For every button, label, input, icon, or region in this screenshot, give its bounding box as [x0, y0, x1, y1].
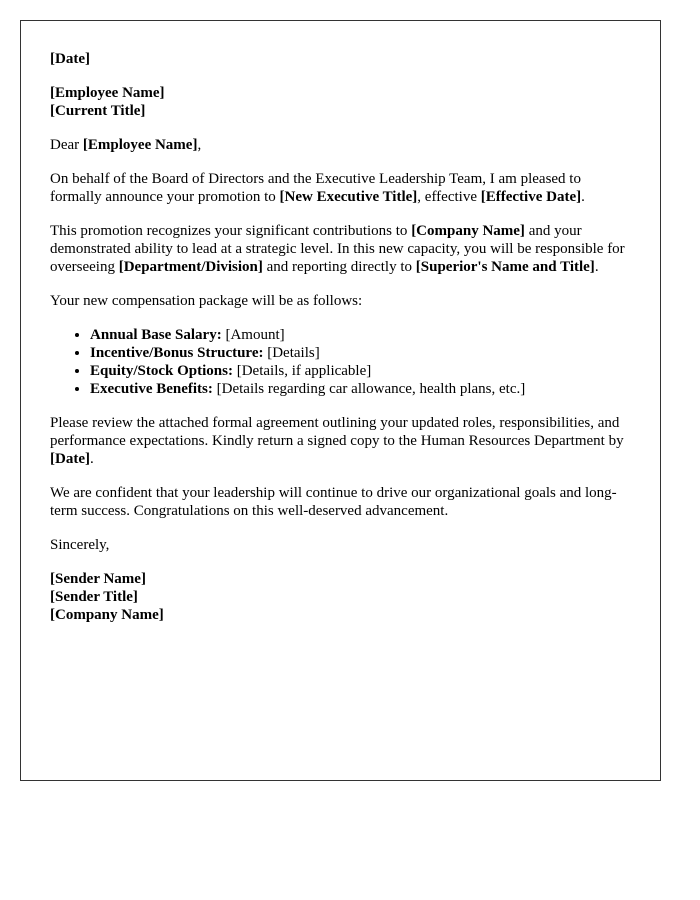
date-placeholder: [Date]	[50, 51, 90, 67]
compensation-intro: Your new compensation package will be as follows:	[50, 293, 363, 309]
text: On behalf of the Board of Directors and the Executive Leadership Team, I am pleased to formally announce your promotion to	[50, 171, 581, 205]
effective-date-placeholder: [Effective Date]	[480, 189, 582, 205]
item-label: Equity/Stock Options:	[90, 363, 233, 379]
superior-placeholder: [Superior's Name and Title]	[415, 259, 595, 275]
letter-date	[50, 50, 630, 68]
company-placeholder: [Company Name]	[411, 223, 525, 239]
text: .	[594, 259, 599, 275]
item-value: [Details regarding car allowance, health plans, etc.]	[212, 381, 526, 397]
compensation-list	[50, 326, 630, 398]
confidence-paragraph: We are confident that your leadership will continue to drive our organizational goals and long-term success. Congratulations on this well-deserved advancement.	[50, 485, 617, 519]
text: Please review the attached formal agreement outlining your updated roles, responsibilities, and performance expectations. Kindly return a signed copy to the Human Resources Department by	[50, 415, 624, 449]
item-label: Annual Base Salary:	[90, 327, 222, 343]
list-item	[90, 344, 630, 362]
text: .	[89, 451, 94, 467]
item-value: [Amount]	[221, 327, 285, 343]
recipient-title: [Current Title]	[50, 103, 146, 119]
recipient-name: [Employee Name]	[50, 85, 165, 101]
recipient-block	[50, 84, 630, 120]
item-label: Incentive/Bonus Structure:	[90, 345, 264, 361]
list-item	[90, 362, 630, 380]
item-value: [Details, if applicable]	[232, 363, 372, 379]
text: .	[581, 189, 585, 205]
responsibility-paragraph	[50, 222, 630, 276]
return-date-placeholder: [Date]	[50, 451, 90, 467]
salutation	[50, 136, 630, 154]
salutation-suffix: ,	[197, 137, 202, 153]
letter	[20, 20, 661, 781]
department-placeholder: [Department/Division]	[118, 259, 263, 275]
agreement-paragraph	[50, 414, 630, 468]
list-item	[90, 326, 630, 344]
new-title-placeholder: [New Executive Title]	[279, 189, 418, 205]
salutation-prefix: Dear	[50, 137, 83, 153]
text: This promotion recognizes your significant contributions to	[50, 223, 412, 239]
announcement-paragraph	[50, 170, 630, 206]
sender-company: [Company Name]	[50, 607, 164, 623]
item-label: Executive Benefits:	[90, 381, 213, 397]
list-item	[90, 380, 630, 398]
text: and reporting directly to	[262, 259, 416, 275]
sender-title: [Sender Title]	[50, 589, 138, 605]
text: , effective	[417, 189, 481, 205]
text: and your demonstrated ability to lead at a strategic level. In this new capacity, you will be responsible for overseeing	[50, 223, 625, 275]
salutation-name: [Employee Name]	[82, 137, 198, 153]
signature-block	[50, 570, 630, 624]
closing: Sincerely,	[50, 537, 110, 553]
item-value: [Details]	[263, 345, 320, 361]
sender-name: [Sender Name]	[50, 571, 146, 587]
